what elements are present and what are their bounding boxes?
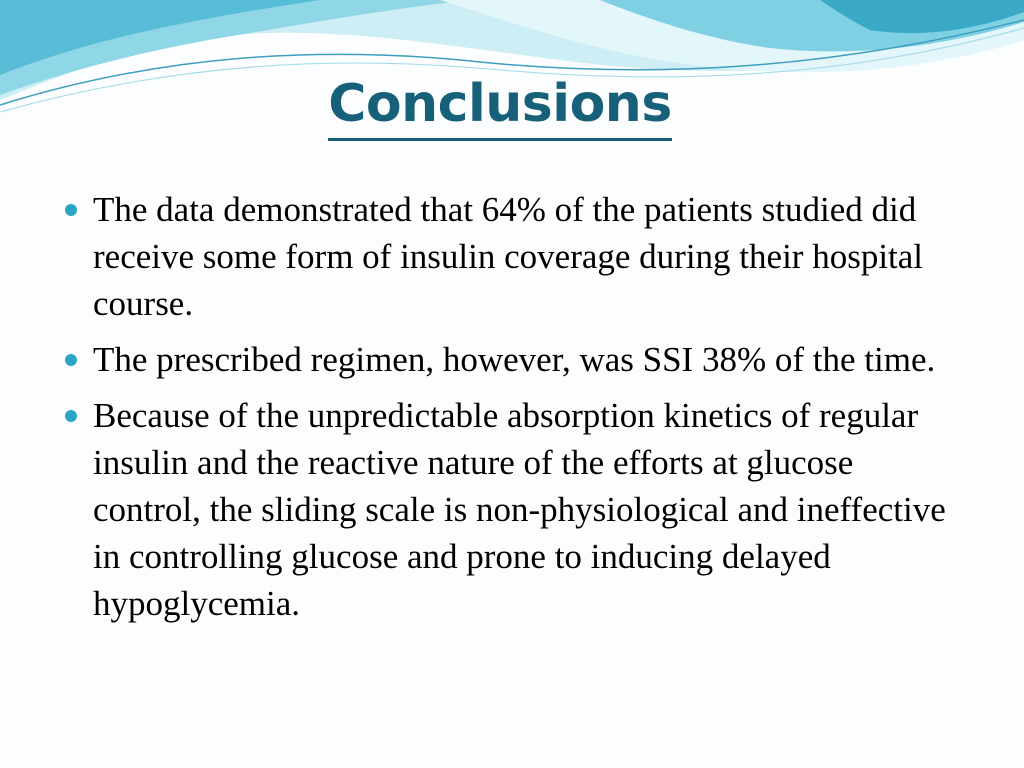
bullet-list xyxy=(62,186,962,636)
bullet-text: The data demonstrated that 64% of the patients studied did receive some form of insulin coverage during their hospital course. xyxy=(93,190,924,323)
bullet-item xyxy=(62,186,962,327)
bullet-text: Because of the unpredictable absorption kinetics of regular insulin and the reactive nature of the efforts at glucose control, the sliding scale is non-physiological and ineffective in controlling glucose and prone to inducing delayed hypoglycemia. xyxy=(93,396,946,623)
slide-title xyxy=(0,74,1000,134)
bullet-text: The prescribed regimen, however, was SSI 38% of the time. xyxy=(93,340,936,379)
bullet-dot-icon xyxy=(65,204,77,216)
bullet-item xyxy=(62,336,962,383)
bullet-dot-icon xyxy=(65,410,77,422)
slide-title-text: Conclusions xyxy=(328,74,672,141)
bullet-item xyxy=(62,392,962,627)
bullet-dot-icon xyxy=(65,354,77,366)
